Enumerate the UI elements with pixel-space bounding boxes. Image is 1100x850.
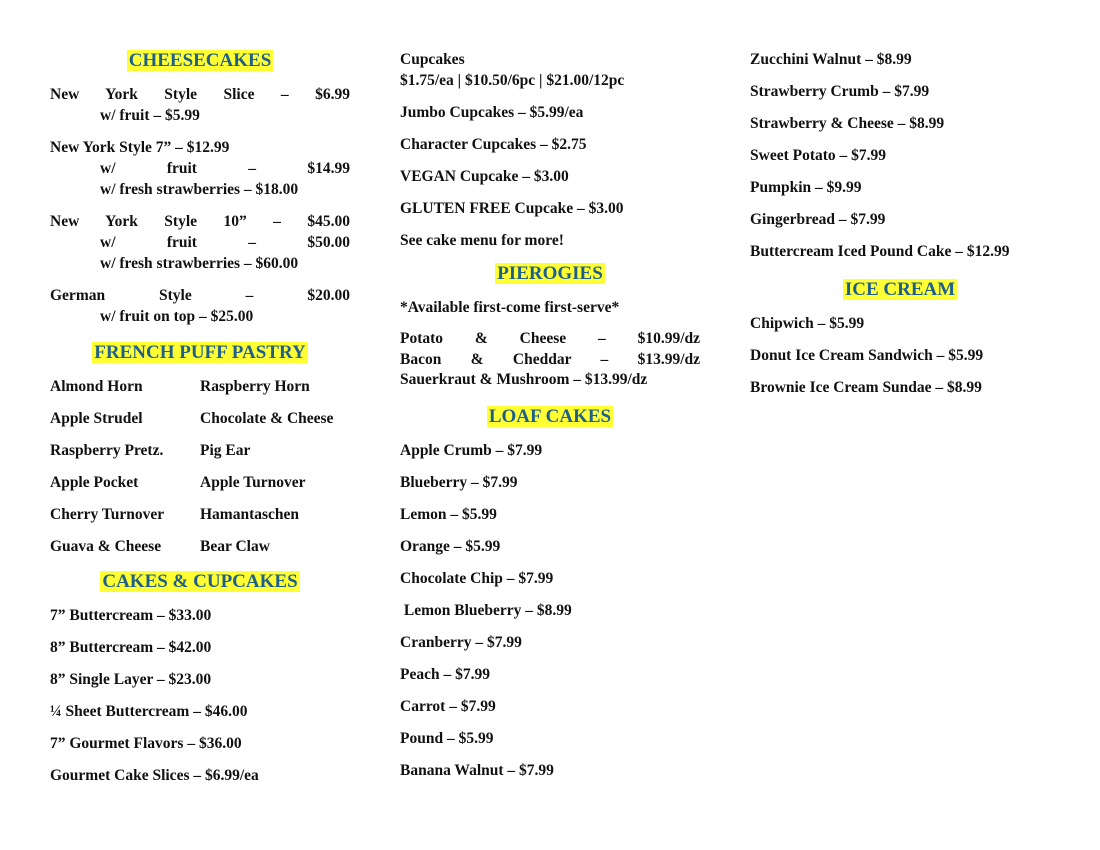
list-item: ¼ Sheet Buttercream – $46.00 xyxy=(50,703,248,720)
list-item: 8” Single Layer – $23.00 xyxy=(50,671,212,688)
list-item: Sauerkraut & Mushroom – $13.99/dz xyxy=(400,371,648,388)
list-item: Cherry Turnover xyxy=(50,506,165,523)
cupcakes-item: Cupcakes $1.75/ea | $10.50/6pc | $21.00/12pc xyxy=(400,51,625,89)
list-item: Chocolate & Cheese xyxy=(200,410,334,427)
menu-column-left xyxy=(50,49,350,797)
menu-item: New York Style 10” – $45.00 w/ fruit – $50.00 w/ fresh strawberries – $60.00 xyxy=(50,213,350,272)
list-item: Apple Pocket xyxy=(50,474,139,491)
list-item: Peach – $7.99 xyxy=(400,665,490,683)
list-item: Cranberry – $7.99 xyxy=(400,633,522,651)
menu-column-middle xyxy=(400,49,700,792)
list-item: Lemon Blueberry – $8.99 xyxy=(400,601,572,619)
list-item: Pig Ear xyxy=(200,442,251,459)
list-item: Chipwich – $5.99 xyxy=(750,315,865,332)
list-item: Jumbo Cupcakes – $5.99/ea xyxy=(400,104,584,121)
list-item: Bacon & Cheddar – $13.99/dz xyxy=(400,350,700,368)
list-item: Sweet Potato – $7.99 xyxy=(750,147,887,164)
menu-item: New York Style 7” – $12.99 w/ fruit – $14.99 w/ fresh strawberries – $18.00 xyxy=(50,139,350,198)
list-item: Guava & Cheese xyxy=(50,538,162,555)
puff-pastry-heading: FRENCH PUFF PASTRY xyxy=(94,342,306,363)
list-item: See cake menu for more! xyxy=(400,232,564,249)
list-item: GLUTEN FREE Cupcake – $3.00 xyxy=(400,200,624,217)
ice-cream-heading: ICE CREAM xyxy=(844,279,956,300)
pierogies-heading: PIEROGIES xyxy=(497,263,603,284)
list-item: Almond Horn xyxy=(50,378,143,395)
list-item: Strawberry Crumb – $7.99 xyxy=(750,83,930,100)
list-item: Gingerbread – $7.99 xyxy=(750,211,886,228)
list-item: Blueberry – $7.99 xyxy=(400,473,518,491)
list-item: Orange – $5.99 xyxy=(400,537,501,555)
pierogies-note: *Available first-come first-serve* xyxy=(400,299,620,316)
list-item: Lemon – $5.99 xyxy=(400,505,497,523)
list-item: Carrot – $7.99 xyxy=(400,697,496,715)
list-item: 7” Gourmet Flavors – $36.00 xyxy=(50,735,242,752)
list-item: Zucchini Walnut – $8.99 xyxy=(750,51,912,68)
list-item: Apple Strudel xyxy=(50,410,143,427)
list-item: Banana Walnut – $7.99 xyxy=(400,761,554,779)
list-item: Character Cupcakes – $2.75 xyxy=(400,136,587,153)
list-item: Donut Ice Cream Sandwich – $5.99 xyxy=(750,347,984,364)
list-item: Potato & Cheese – $10.99/dz xyxy=(400,330,700,347)
list-item: Strawberry & Cheese – $8.99 xyxy=(750,115,945,132)
puff-pastry-list xyxy=(50,376,350,558)
menu-column-right xyxy=(750,49,1050,409)
list-item: Gourmet Cake Slices – $6.99/ea xyxy=(50,767,259,784)
list-item: 8” Buttercream – $42.00 xyxy=(50,639,212,656)
list-item: 7” Buttercream – $33.00 xyxy=(50,607,212,624)
list-item: Pound – $5.99 xyxy=(400,729,494,747)
menu-item: New York Style Slice – $6.99 w/ fruit – $5.99 xyxy=(50,86,350,124)
cheesecakes-heading: CHEESECAKES xyxy=(128,50,272,71)
list-item: Buttercream Iced Pound Cake – $12.99 xyxy=(750,243,1010,260)
list-item: Raspberry Pretz. xyxy=(50,442,164,459)
list-item: Hamantaschen xyxy=(200,506,300,523)
list-item: Raspberry Horn xyxy=(200,378,310,395)
cakes-heading: CAKES & CUPCAKES xyxy=(102,571,298,592)
list-item: Apple Crumb – $7.99 xyxy=(400,441,543,459)
list-item: Bear Claw xyxy=(200,538,270,555)
pierogies-list xyxy=(400,329,700,391)
list-item: VEGAN Cupcake – $3.00 xyxy=(400,168,569,185)
list-item: Pumpkin – $9.99 xyxy=(750,179,862,196)
loaf-cakes-heading: LOAF CAKES xyxy=(488,405,612,427)
menu-item: German Style – $20.00 w/ fruit on top – $25.00 xyxy=(50,287,350,325)
list-item: Apple Turnover xyxy=(200,474,306,491)
list-item: Chocolate Chip – $7.99 xyxy=(400,569,554,587)
list-item: Brownie Ice Cream Sundae – $8.99 xyxy=(750,379,982,396)
